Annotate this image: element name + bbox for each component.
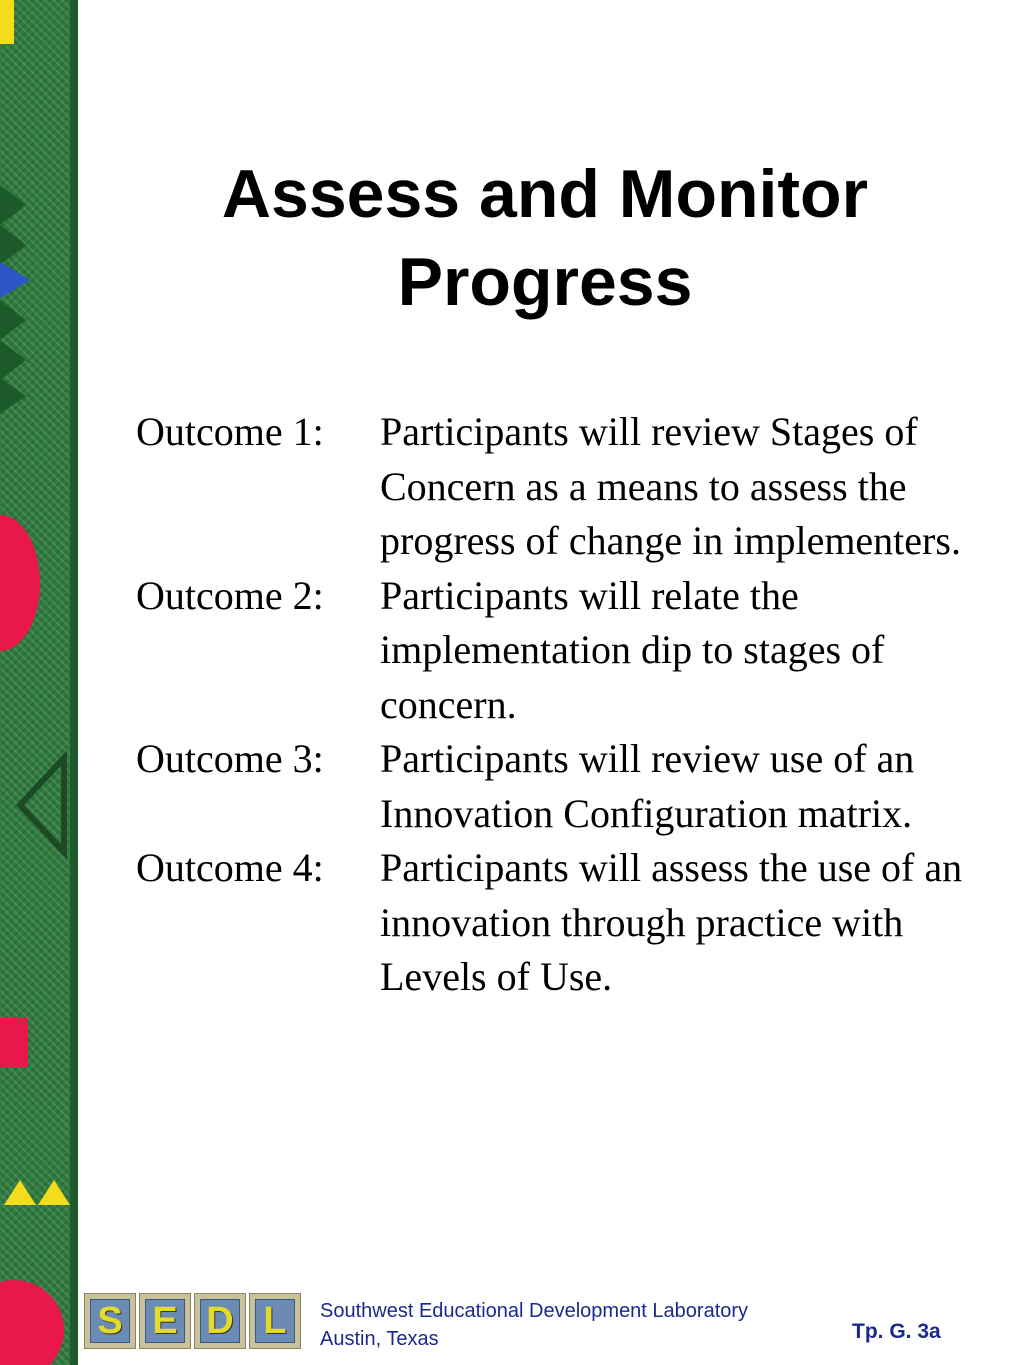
strip-edge xyxy=(70,0,78,1365)
outcome-item xyxy=(136,405,986,569)
footer-org-location: Austin, Texas xyxy=(320,1328,439,1350)
footer-organization xyxy=(320,1297,748,1353)
footer-org-name: Southwest Educational Development Laboratory xyxy=(320,1300,749,1322)
logo-tile xyxy=(84,1293,136,1349)
page-reference: Tp. G. 3a xyxy=(852,1320,941,1343)
red-circle-shape xyxy=(0,1280,64,1365)
triangle-shape xyxy=(0,300,26,340)
triangle-shape xyxy=(0,185,26,225)
decorative-side-strip xyxy=(0,0,78,1365)
triangle-shape xyxy=(0,378,26,414)
diamond-outline-shape xyxy=(20,758,64,852)
outcomes-list xyxy=(136,405,986,1005)
outcome-text: Participants will review use of an Innovation Configuration matrix. xyxy=(380,736,915,836)
outcome-text: Participants will relate the implementation dip to stages of concern. xyxy=(380,572,885,727)
outcome-label: Outcome 2: xyxy=(136,572,324,618)
logo-tile xyxy=(194,1293,246,1349)
logo-letter: S xyxy=(97,1300,123,1342)
outcome-item xyxy=(136,569,986,733)
outcome-label: Outcome 4: xyxy=(136,845,324,890)
logo-tile xyxy=(139,1293,191,1349)
logo-tile xyxy=(249,1293,301,1349)
outcome-label: Outcome 3: xyxy=(136,736,324,781)
decorative-shapes xyxy=(0,0,78,1365)
triangle-shape xyxy=(0,340,26,380)
outcome-item xyxy=(136,841,986,1005)
logo-letter: D xyxy=(206,1300,234,1342)
triangle-shape xyxy=(0,225,26,265)
outcome-text: Participants will review Stages of Concern as a means to assess the progress of change in implementers. xyxy=(380,409,961,563)
blue-triangle-shape xyxy=(0,262,30,298)
yellow-triangle-shape xyxy=(4,1180,36,1205)
logo-letter: E xyxy=(152,1300,178,1342)
logo-letter: L xyxy=(263,1300,287,1342)
sedl-logo xyxy=(84,1293,304,1351)
outcome-label: Outcome 1: xyxy=(136,409,324,454)
outcome-item xyxy=(136,732,986,841)
red-half-circle-shape xyxy=(0,515,40,651)
yellow-triangle-shape xyxy=(38,1180,70,1205)
outcome-text: Participants will assess the use of an innovation through practice with Levels of Use. xyxy=(380,845,963,999)
red-square-shape xyxy=(0,1018,28,1068)
yellow-bar-shape xyxy=(0,0,14,44)
slide-title: Assess and Monitor Progress xyxy=(221,156,869,320)
